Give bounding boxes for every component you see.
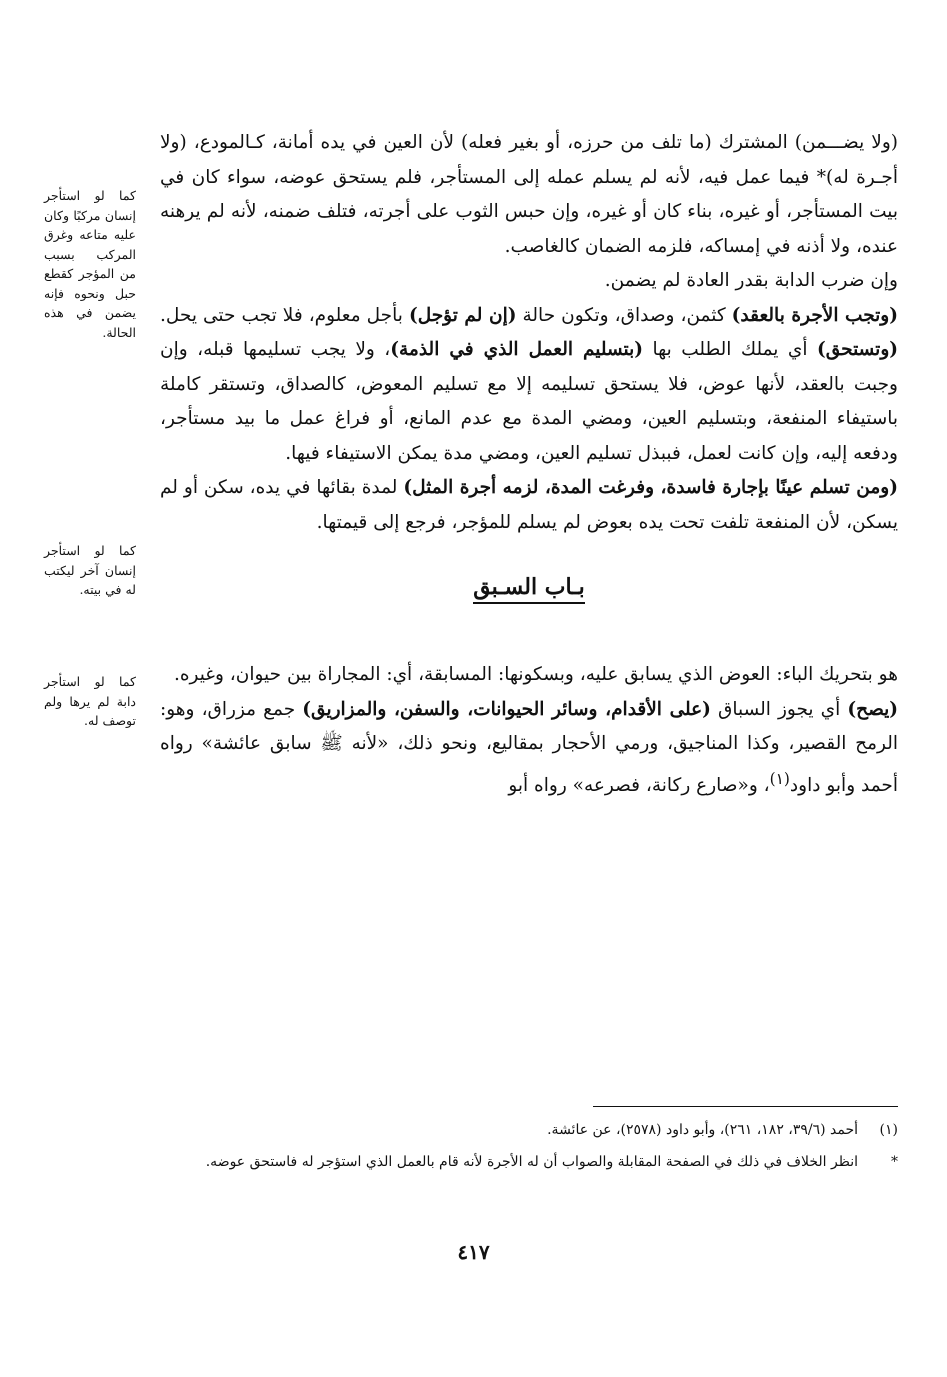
footnotes (160, 1118, 898, 1182)
chapter-title: بـاب السـبق (160, 566, 898, 618)
text-run: أي يملك الطلب بها (643, 339, 817, 360)
page-number: ٤١٧ (457, 1240, 490, 1264)
text-run: كثمن، وصداق، وتكون حالة (516, 304, 732, 326)
bold-phrase: (على الأقدام، وسائر الحيوانات، والسفن، والمزاريق) (302, 698, 711, 720)
paragraph-6 (160, 693, 898, 804)
footnote-divider (593, 1106, 898, 1107)
side-note-1: كما لو استأجر إنسان مركبًا وكان عليه متاعه وغرق المركب بسبب من المؤجر كقطع حبل ونحوه فإنه يضمن في هذه الحالة. (44, 188, 136, 340)
bold-phrase: (إن لم تؤجل) (408, 304, 517, 326)
footnote-mark: (١) (879, 1122, 898, 1138)
footnote-mark: * (891, 1154, 898, 1170)
footnote-ref[interactable]: (١) (769, 769, 790, 788)
footnote (160, 1150, 898, 1174)
footnote (160, 1118, 898, 1142)
text-run: ، و«صارع ركانة، فصرعه» رواه أبو (508, 774, 770, 796)
paragraph-5: هو بتحريك الباء: العوض الذي يسابق عليه، وبسكونها: المسابقة، أي: المجاراة بين حيوان، وغيره. (173, 664, 898, 685)
text-run: ، ولا يجب تسليمها قبله، وإن وجبت بالعقد، لأنها عوض، فلا يستحق تسليمه إلا مع تسليم المعوض، كالصداق، وتستقر كاملة باستيفاء المنفعة، وبتسليم العين، ومضي المدة مع عدم المانع، أو فراغ عمل ما بيد مستأجر، ودفعه إليه، وإن كانت لعمل، فببذل تسليم العين، ومضي مدة يمكن الاستيفاء فيها. (160, 339, 898, 464)
footnote-text: انظر الخلاف في ذلك في الصفحة المقابلة والصواب أن له الأجرة لأنه قام بالعمل الذي استؤجر له فاستحق عوضه. (205, 1154, 858, 1170)
text-run: لمدة بقائها في يده، سكن أو لم يسكن، لأن المنفعة تلفت تحت يده بعوض لم يسلم للمؤجر، فرجع إلى قيمتها. (160, 477, 898, 533)
main-text (160, 126, 898, 803)
footnote-text: أحمد (٣٩/٦، ١٨٢، ٢٦١)، وأبو داود (٢٥٧٨)، عن عائشة. (547, 1122, 858, 1138)
bold-phrase: (وتستحق) (816, 339, 899, 360)
bold-phrase: (ومن تسلم عينًا بإجارة فاسدة، وفرغت المدة، لزمه أجرة المثل) (403, 477, 898, 498)
side-note-2: كما لو استأجر إنسان آخر ليكتب له في بيته. (44, 543, 136, 597)
text-run: أي يجوز السباق (710, 698, 848, 720)
paragraph-4 (160, 471, 898, 540)
text-run: بأجل معلوم، فلا تجب حتى يحل. (160, 304, 409, 326)
paragraph-1: (ولا يضـــمن) المشترك (ما تلف من حرزه، أو بغير فعله) لأن العين في يده أمانة، كـالمودع، (ولا أجـرة له)* فيما عمل فيه، لأنه لم يسلم عمله إلى المستأجر، فلم يستحق عوضه، سواء كان في بيت المستأجر، أو غيره، بناء كان أو غيره، وإن حبس الثوب على أجرته، فتلف ضمنه، لأنه لم يرهنه عنده، ولا أذنه في إمساكه، فلزمه الضمان كالغاصب. (160, 132, 898, 257)
paragraph-2: وإن ضرب الدابة بقدر العادة لم يضمن. (604, 270, 898, 291)
bold-phrase: (وتجب الأجرة بالعقد) (731, 304, 898, 326)
side-note-3: كما لو استأجر دابة لم يرها ولم توصف له. (44, 674, 136, 728)
text-run: جمع مزراق، وهو: الرمح القصير، وكذا المناجيق، ورمي الأحجار بمقاليع، ونحو ذلك، «لأنه ﷺ سابق عائشة» رواه أحمد وأبو داود (160, 698, 898, 796)
paragraph-3 (160, 299, 898, 472)
bold-phrase: (يصح) (847, 698, 899, 720)
bold-phrase: (بتسليم العمل الذي في الذمة) (390, 339, 643, 360)
